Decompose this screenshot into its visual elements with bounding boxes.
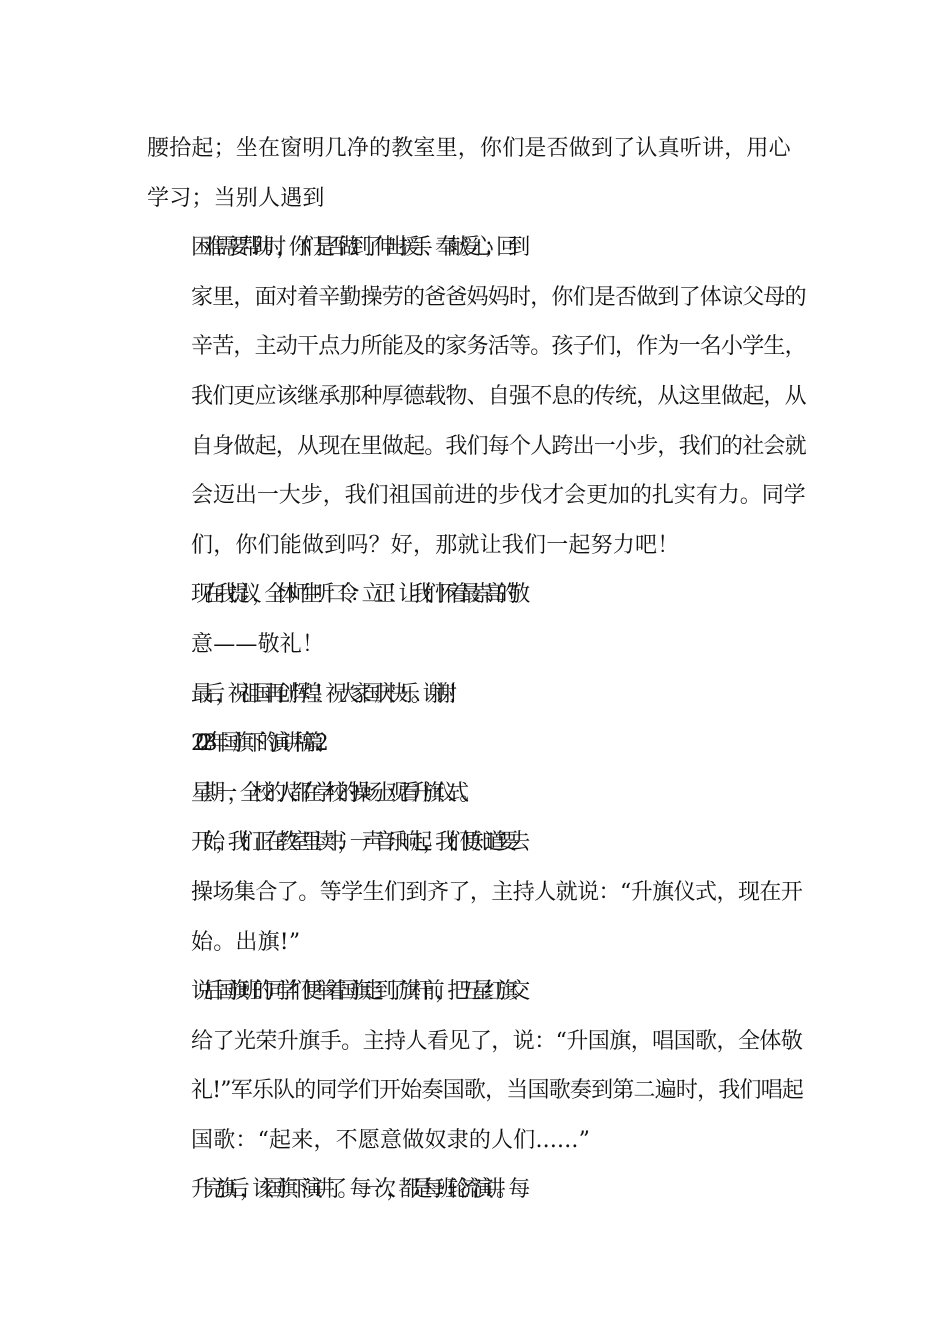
- paragraph: [147, 670, 807, 720]
- paragraph: [147, 967, 807, 1165]
- text-line: 辛苦，主动干点力所能及的家务活等。孩子们，作为一名小学生，: [191, 334, 806, 360]
- text-line: 礼!”军乐队的同学们开始奏国歌，当国歌奏到第二遍时，我们唱起: [191, 1078, 804, 1104]
- text-line: 意——敬礼！: [191, 631, 325, 657]
- text-line: 我们更应该继承那种厚德载物、自强不息的传统，从这里做起，从: [191, 383, 806, 409]
- text-line: 腰拾起；坐在窗明几净的教室里，你们是否做到了认真听讲，用心: [147, 136, 791, 161]
- text-line: 给了光荣升旗手。主持人看见了，说：“升国旗，唱国歌，全体敬: [191, 1028, 803, 1054]
- text-line: 们，你们能做到吗？好，那就让我们一起努力吧！: [191, 532, 680, 558]
- document-body: [147, 124, 807, 1215]
- paragraph: [147, 769, 807, 819]
- text-line: 操场集合了。等学生们到齐了，主持人就说：“升旗仪式，现在开: [191, 879, 803, 905]
- text-line: 升完旗后，该国旗下演讲了。每一次，都是每班轮流演讲。每: [191, 1177, 521, 1203]
- text-line: 学习；当别人遇到: [147, 185, 325, 211]
- paragraph: [147, 1165, 807, 1215]
- paragraph: [147, 719, 807, 769]
- text-line: 始。出旗!”: [191, 929, 301, 955]
- text-line: 2023年国旗下的演讲稿 篇2: [191, 731, 319, 757]
- paragraph: [147, 223, 807, 570]
- text-line: 国歌：“起来，不愿意做奴隶的人们......”: [191, 1127, 591, 1153]
- text-line: 开始，我们正在教室里读书，一声音乐响起，我们便知道要去: [191, 830, 521, 856]
- text-line: 说后国旗班的同学们便举着国旗走到了旗杆前，把五星红旗交: [191, 979, 521, 1005]
- text-line: 困难需要帮助时，你们是否做到了伸出援手、奉献爱心；回到: [191, 235, 521, 261]
- text-line: 家里，面对着辛勤操劳的爸爸妈妈时，你们是否做到了体谅父母的: [191, 284, 806, 310]
- text-line: 星期一，全校的人都在学校的操场上观看升旗仪式。: [191, 780, 472, 806]
- paragraph: [147, 124, 807, 223]
- text-line: 会迈出一大步，我们祖国前进的步伐才会更加的扎实有力。同学: [191, 483, 806, 509]
- text-line: 现在我提议，全体师生听口令：立正！让我们怀着最崇高的敬: [191, 582, 521, 608]
- text-line: 最后，祝祖国再创辉煌！祝大家国庆快乐。谢谢！: [191, 681, 460, 707]
- paragraph: [147, 570, 807, 669]
- text-line: 自身做起，从现在里做起。我们每个人跨出一小步，我们的社会就: [191, 433, 806, 459]
- paragraph: [147, 818, 807, 967]
